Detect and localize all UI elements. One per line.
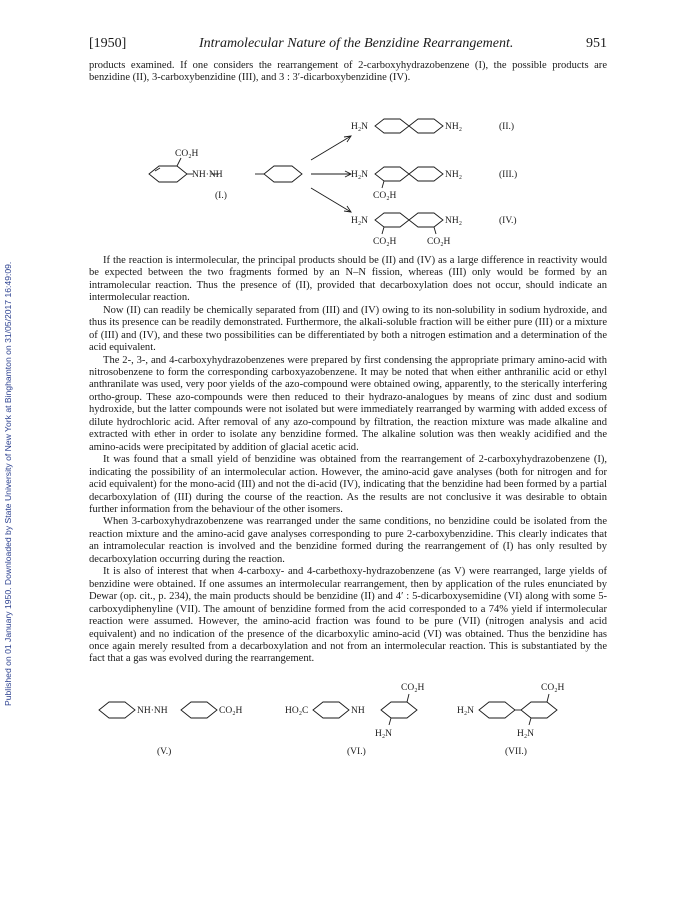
VI-top-carboxyl: CO₂H bbox=[401, 682, 425, 693]
IV-carboxyl-2: CO₂H bbox=[427, 236, 451, 247]
VII-amine: H₂N bbox=[517, 728, 535, 739]
VII-top-carboxyl: CO₂H bbox=[541, 682, 565, 693]
label-I: (I.) bbox=[215, 190, 227, 201]
III-carboxyl: CO₂H bbox=[373, 190, 397, 201]
benzene-ring bbox=[264, 166, 302, 182]
benzene-ring bbox=[479, 702, 515, 718]
paragraph-intro: products examined. If one considers the rearrangement of 2-carboxyhydrazobenzene (I), the possible products are benzidine (II), 3-carboxybenzidine (III), and 3 : 3′-dicarboxybenzidine (IV). bbox=[89, 60, 607, 84]
benzene-ring bbox=[521, 702, 557, 718]
benzene-ring bbox=[409, 119, 443, 133]
header-year: [1950] bbox=[89, 36, 127, 51]
V-carboxyl: CO₂H bbox=[219, 705, 243, 716]
II-left-amine: H₂N bbox=[351, 121, 369, 132]
paragraph-3: The 2-, 3-, and 4-carboxyhydrazobenzenes were prepared by first condensing the appropriate primary amino-acid with nitrosobenzene to form the corresponding carboxyazobenzene. It may be noted that when either anthranilic acid or ethyl anthranilate was used, very poor yields of the azo-compound were obtained owing, apparently, to the sterically interfering ortho-group. These azo-compounds were then reduced to their hydrazo-analogues by means of zinc dust and sodium hydroxide, but the latter compounds were not isolated but were immediately rearranged by warming with added excess of dilute hydrochloric acid. After removal of any azo-compound by filtration, the reaction mixture was made alkaline and extracted with ether in order to isolate any benzidine formed. The alkaline solution was then weakly acidified and the amino-acids were precipitated by addition of glacial acetic acid. bbox=[89, 354, 607, 453]
label-III: (III.) bbox=[499, 169, 518, 180]
benzene-ring bbox=[149, 166, 187, 182]
IV-right-amine: NH₂ bbox=[445, 215, 463, 226]
reaction-scheme bbox=[89, 88, 607, 251]
arrow-to-IV bbox=[311, 188, 351, 212]
benzene-ring bbox=[99, 702, 135, 718]
bottom-structures-svg bbox=[89, 670, 607, 770]
IV-left-amine: H₂N bbox=[351, 215, 369, 226]
journal-page bbox=[89, 36, 607, 770]
structures-V-VI-VII bbox=[89, 670, 607, 770]
label-II: (II.) bbox=[499, 121, 515, 132]
paragraph-1: If the reaction is intermolecular, the principal products should be (II) and (IV) as a large difference in reactivity would be expected between the two fragments formed by an N–N fission, whereas (III) only would be formed by an intramolecular reaction. Thus the presence of (II), provided that decarboxylation does not occur, should indicate an intermolecular reaction. bbox=[89, 254, 607, 304]
benzene-ring bbox=[375, 167, 409, 181]
VI-imino: NH bbox=[351, 705, 365, 716]
benzene-ring bbox=[375, 213, 409, 227]
scheme-svg bbox=[89, 88, 607, 251]
benzene-ring bbox=[375, 119, 409, 133]
benzene-ring bbox=[181, 702, 217, 718]
VI-left-carboxyl: HO₂C bbox=[285, 705, 309, 716]
page-number: 951 bbox=[585, 36, 607, 51]
VII-left-amine: H₂N bbox=[457, 705, 475, 716]
benzene-ring bbox=[313, 702, 349, 718]
benzene-ring bbox=[409, 167, 443, 181]
III-right-amine: NH₂ bbox=[445, 169, 463, 180]
reactant-carboxyl: CO₂H bbox=[175, 148, 199, 159]
paragraph-4: It was found that a small yield of benzidine was obtained from the rearrangement of 2-carboxyhydrazobenzene (I), indicating the possibility of an intermolecular action. However, the amino-acid gave analyses (both for nitrogen and for acid equivalent) for the mono-acid (III) and not the di-acid (IV), indicating that the benzidine had been formed by a partial decarboxylation of (III) during the course of the reaction. As the results are not conclusive it was desirable to obtain further information from the behaviour of the other isomers. bbox=[89, 454, 607, 515]
label-VII: (VII.) bbox=[505, 746, 527, 757]
III-left-amine: H₂N bbox=[351, 169, 369, 180]
paragraph-6: It is also of interest that when 4-carboxy- and 4-carbethoxy-hydrazobenzene (as V) were rearranged, large yields of benzidine were obtained. If one assumes an intermolecular rearrangement, then by application of the rules enunciated by Dewar (op. cit., p. 234), the main products should be benzidine (II) and 4′ : 5-dicarboxysemidine (VI) along with some 5-carboxydiphenyline (VII). The amount of benzidine formed from the acid corresponded to a 74% yield if intermolecular reaction were assumed. However, the amino-acid fraction was found to be pure (VII) (nitrogen analysis and acid equivalent) and no indication of the presence of the dicarboxylic amino-acid (VI) was obtained. Thus the benzidine has once again merely resulted from a decarboxylation and not from an intermolecular reaction. This is substantiated by the fact that a gas was evolved during the rearrangement. bbox=[89, 566, 607, 665]
download-watermark: Published on 01 January 1950. Downloaded by State University of New York at Binghamton on 31/05/2017 16:49:09. bbox=[3, 261, 13, 707]
II-right-amine: NH₂ bbox=[445, 121, 463, 132]
header-title: Intramolecular Nature of the Benzidine Rearrangement. bbox=[198, 36, 514, 51]
label-VI: (VI.) bbox=[347, 746, 366, 757]
running-header bbox=[89, 36, 607, 52]
benzene-ring bbox=[381, 702, 417, 718]
arrow-to-II bbox=[311, 136, 351, 160]
reactant-hydrazo: NH·NH bbox=[192, 169, 223, 180]
paragraph-2: Now (II) can readily be chemically separated from (III) and (IV) owing to its non-solubility in sodium hydroxide, and thus its presence can be readily demonstrated. Furthermore, the alkali-soluble fraction will be either pure (III) or a mixture of (III) and (IV), and these two possibilities can be differentiated by both a nitrogen estimation and a determination of the acid equivalent. bbox=[89, 304, 607, 354]
IV-carboxyl-1: CO₂H bbox=[373, 236, 397, 247]
VI-amine: H₂N bbox=[375, 728, 393, 739]
V-hydrazo: NH·NH bbox=[137, 705, 168, 716]
label-IV: (IV.) bbox=[499, 215, 517, 226]
paragraph-5: When 3-carboxyhydrazobenzene was rearranged under the same conditions, no benzidine could be isolated from the reaction mixture and the amino-acid gave analyses corresponding to pure 2-carboxybenzidine. This clearly indicates that an intramolecular reaction is involved and the benzidine formed during the rearrangement of (I) has only resulted by decarboxylation occurring during the reaction. bbox=[89, 516, 607, 565]
benzene-ring bbox=[409, 213, 443, 227]
label-V: (V.) bbox=[157, 746, 172, 757]
